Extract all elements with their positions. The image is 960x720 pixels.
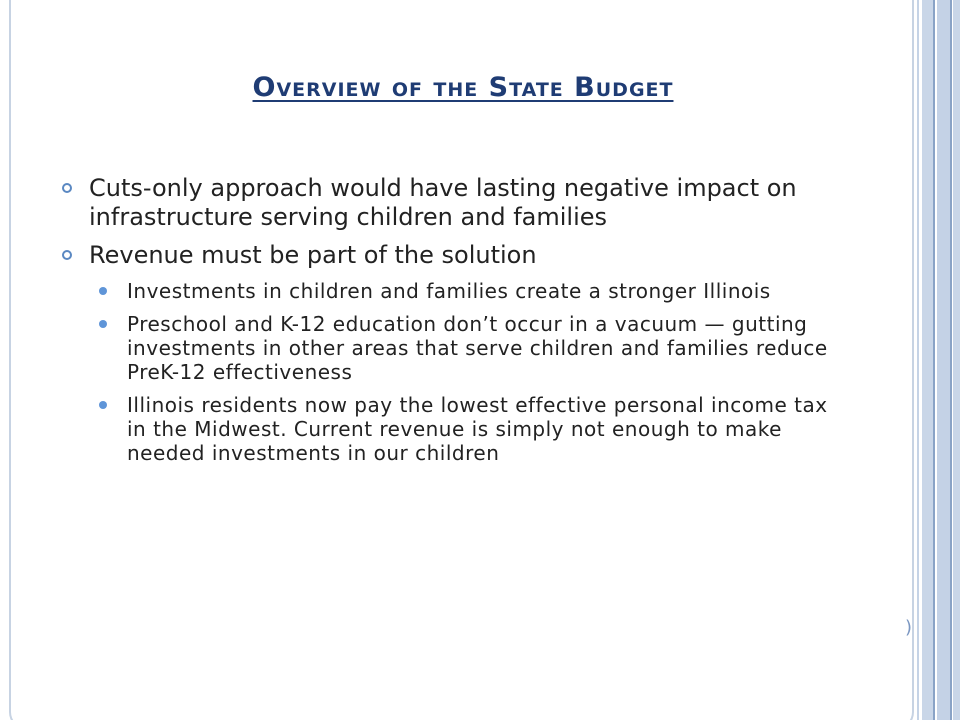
sub-bullet-item <box>98 312 842 384</box>
bullet-item <box>62 174 842 232</box>
decorative-stripe <box>922 0 933 720</box>
sub-bullet-text: Illinois residents now pay the lowest effective personal income tax in the Midwest. Current revenue is simply not enough to make needed investments in our children <box>127 393 828 465</box>
decorative-stripe <box>937 0 950 720</box>
bullet-text: Cuts-only approach would have lasting negative impact on infrastructure serving children and families <box>89 174 797 231</box>
dot-bullet-icon <box>99 320 107 328</box>
page-number: ) <box>905 617 913 638</box>
sub-bullet-item <box>98 393 842 465</box>
slide-title: Overview of the State Budget <box>252 72 674 103</box>
bullet-text: Revenue must be part of the solution <box>89 241 537 269</box>
ring-bullet-icon <box>62 183 72 193</box>
dot-bullet-icon <box>99 287 107 295</box>
bullet-list <box>62 174 842 474</box>
decorative-stripe <box>933 0 935 720</box>
decorative-stripe <box>950 0 952 720</box>
decorative-stripe <box>953 0 960 720</box>
dot-bullet-icon <box>99 401 107 409</box>
decorative-stripe <box>917 0 919 720</box>
sub-bullet-text: Investments in children and families create a stronger Illinois <box>127 279 771 303</box>
bullet-item <box>62 241 842 270</box>
sub-bullet-item <box>98 279 842 303</box>
ring-bullet-icon <box>62 250 72 260</box>
sub-bullet-text: Preschool and K-12 education don’t occur in a vacuum — gutting investments in other areas that serve children and families reduce PreK-12 effectiveness <box>127 312 828 384</box>
